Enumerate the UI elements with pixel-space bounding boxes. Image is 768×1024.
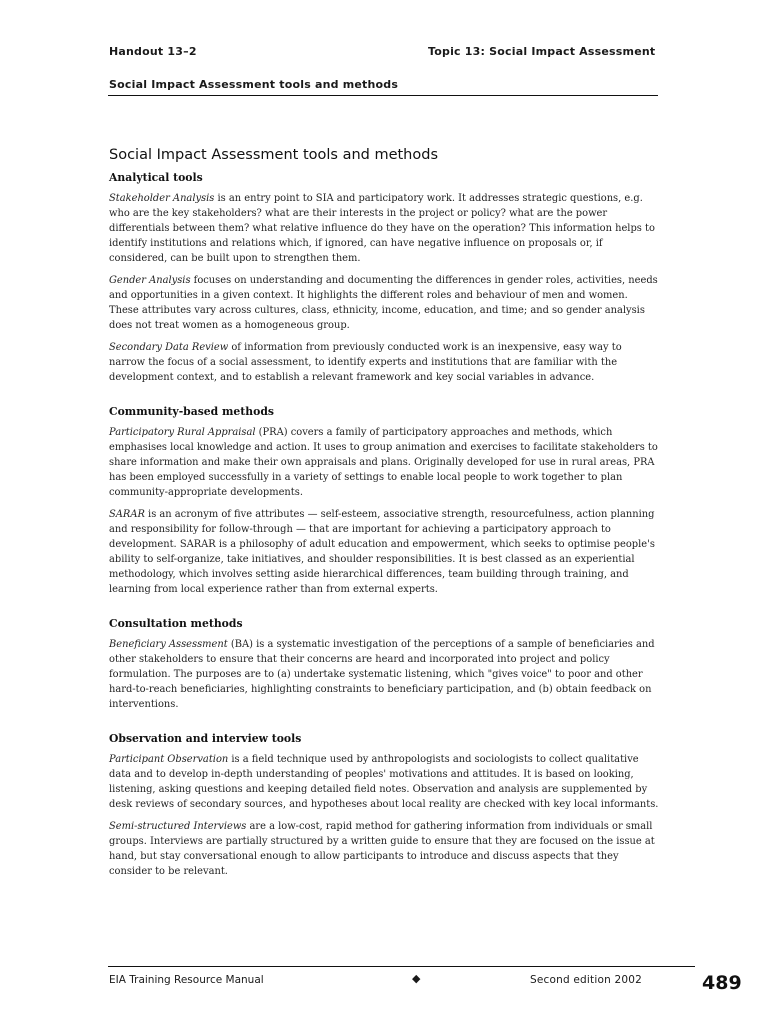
section-analytical-tools — [109, 171, 659, 385]
paragraph-text: (PRA) covers a family of participatory approaches and methods, which emphasises local knowledge and action. It uses to group animation and exercises to facilitate stakeholders to share information and make their own appraisals and plans. Originally developed for use in rural areas, PRA has been employed successfully in a variety of settings to enable local people to work together to plan community-appropriate developments. — [109, 427, 658, 498]
header-subtitle: Social Impact Assessment tools and methods — [109, 78, 399, 91]
paragraph-sarar — [109, 507, 659, 597]
section-community-based-methods — [109, 405, 659, 597]
term-label: Gender Analysis — [109, 275, 191, 286]
diamond-icon: ◆ — [412, 972, 421, 985]
term-label: Secondary Data Review — [109, 342, 229, 353]
page-number: 489 — [702, 972, 742, 994]
header-topic-label: Topic 13: Social Impact Assessment — [428, 45, 656, 58]
term-label: Stakeholder Analysis — [109, 193, 215, 204]
term-label: Beneficiary Assessment — [109, 639, 228, 650]
paragraph-participant-observation — [109, 752, 659, 812]
footer-divider — [108, 966, 695, 967]
paragraph-gender-analysis — [109, 273, 659, 333]
paragraph-text: focuses on understanding and documenting the differences in gender roles, activities, needs and opportunities in a given context. It highlights the different roles and behaviour of men and women. These attributes vary across cultures, class, ethnicity, income, education, and time; and so gender analysis does not treat women as a homogeneous group. — [109, 275, 658, 331]
section-title: Analytical tools — [109, 171, 203, 184]
section-title: Community-based methods — [109, 405, 274, 418]
paragraph-text: is an acronym of five attributes — self-esteem, associative strength, resourcefulness, action planning and responsibility for follow-through — that are important for achieving a participatory approach to development. SARAR is a philosophy of adult education and empowerment, which seeks to optimise people's ability to self-organize, take initiatives, and shoulder responsibilities. It is best classed as an experiential methodology, which involves setting aside hierarchical differences, team building through training, and learning from local experience rather than from external experts. — [109, 509, 655, 595]
term-label: Participant Observation — [109, 754, 229, 765]
term-label: Semi-structured Interviews — [109, 821, 247, 832]
section-observation-interview-tools — [109, 732, 659, 879]
footer-edition: Second edition 2002 — [530, 974, 642, 986]
paragraph-text: (BA) is a systematic investigation of the perceptions of a sample of beneficiaries and other stakeholders to ensure that their concerns are heard and incorporated into project and policy formulation. The purposes are to (a) undertake systematic listening, which "gives voice" to poor and other hard-to-reach beneficiaries, highlighting constraints to beneficiary participation, and (b) obtain feedback on interventions. — [109, 639, 655, 710]
main-content — [109, 147, 659, 886]
paragraph-text: is an entry point to SIA and participatory work. It addresses strategic questions, e.g. who are the key stakeholders? what are their interests in the project or policy? what are the power differentials between them? what relative influence do they have on the operation? This information helps to identify institutions and relations which, if ignored, can have negative influence on proposals or, if considered, can be built upon to strengthen them. — [109, 193, 655, 264]
paragraph-text: are a low-cost, rapid method for gathering information from individuals or small groups. Interviews are partially structured by a written guide to ensure that they are focused on the issue at hand, but stay conversational enough to allow participants to introduce and discuss aspects that they consider to be relevant. — [109, 821, 655, 877]
section-title: Observation and interview tools — [109, 732, 302, 745]
header-divider — [108, 95, 658, 96]
footer-manual-title: EIA Training Resource Manual — [109, 974, 264, 986]
page-title: Social Impact Assessment tools and methods — [109, 147, 439, 163]
header-handout-label: Handout 13–2 — [109, 45, 197, 58]
section-consultation-methods — [109, 617, 659, 712]
paragraph-beneficiary-assessment — [109, 637, 659, 712]
term-label: SARAR — [109, 509, 145, 520]
section-title: Consultation methods — [109, 617, 243, 630]
paragraph-semi-structured-interviews — [109, 819, 659, 879]
paragraph-pra — [109, 425, 659, 500]
term-label: Participatory Rural Appraisal — [109, 427, 256, 438]
paragraph-stakeholder-analysis — [109, 191, 659, 266]
paragraph-secondary-data-review — [109, 340, 659, 385]
paragraph-text: of information from previously conducted work is an inexpensive, easy way to narrow the focus of a social assessment, to identify experts and institutions that are familiar with the development context, and to establish a relevant framework and key social variables in advance. — [109, 342, 622, 383]
paragraph-text: is a field technique used by anthropologists and sociologists to collect qualitative data and to develop in-depth understanding of peoples' motivations and attitudes. It is based on looking, listening, asking questions and keeping detailed field notes. Observation and analysis are supplemented by desk reviews of secondary sources, and hypotheses about local reality are checked with key local informants. — [109, 754, 659, 810]
